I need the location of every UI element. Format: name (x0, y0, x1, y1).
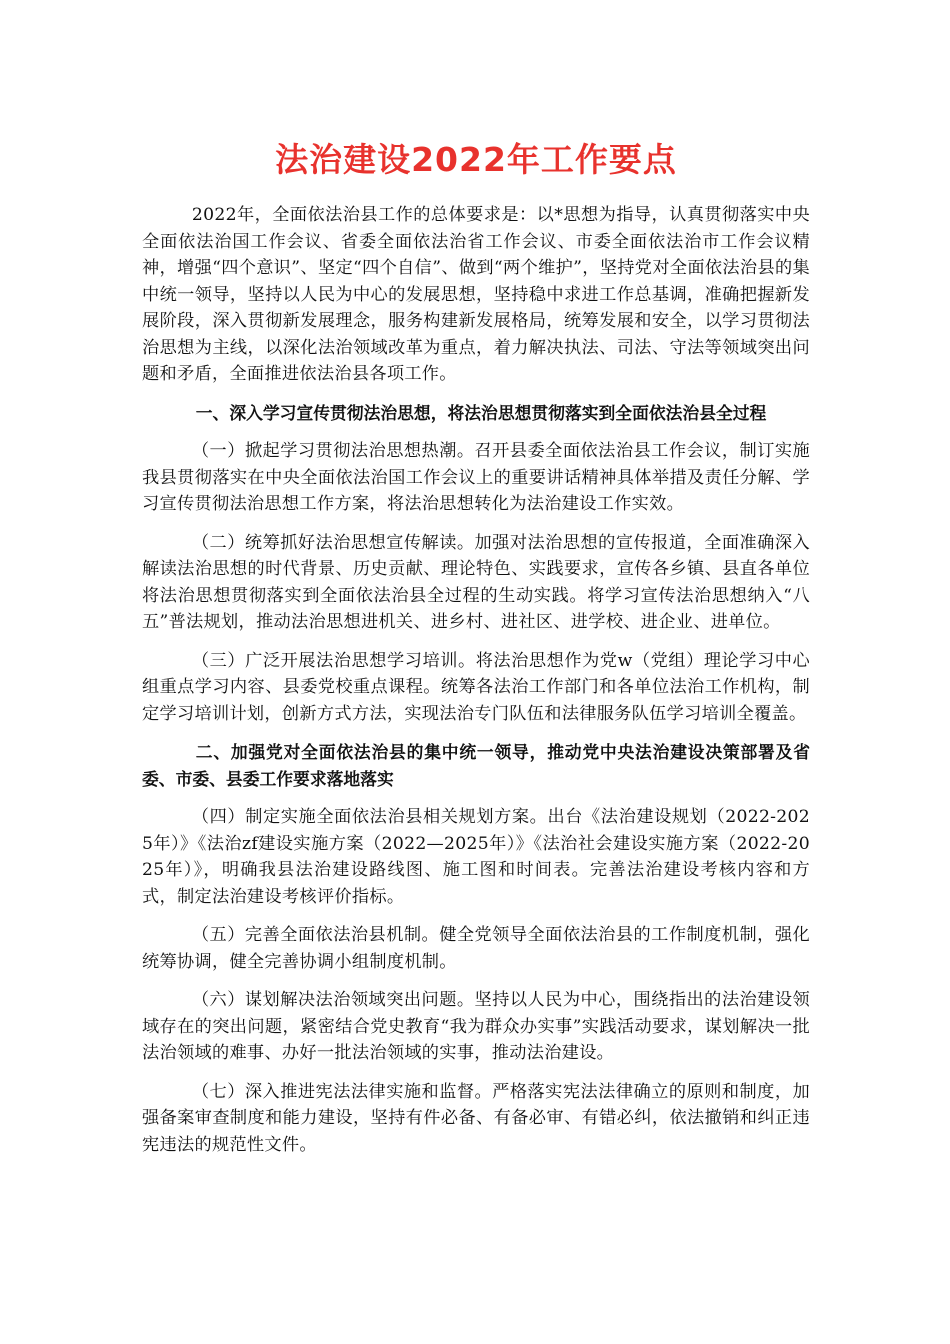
section-1-item-2: （二）统筹抓好法治思想宣传解读。加强对法治思想的宣传报道，全面准确深入解读法治思想的时代背景、历史贡献、理论特色、实践要求，宣传各乡镇、县直各单位将法治思想贯彻落实到全面依法治县全过程的生动实践。将学习宣传法治思想纳入“八五”普法规划，推动法治思想进机关、进乡村、进社区、进学校、进企业、进单位。 (142, 532, 810, 632)
section-1-item-3: （三）广泛开展法治思想学习培训。将法治思想作为党w（党组）理论学习中心组重点学习内容、县委党校重点课程。统筹各法治工作部门和各单位法治工作机构，制定学习培训计划，创新方式方法，实现法治专门队伍和法律服务队伍学习培训全覆盖。 (142, 650, 810, 724)
section-1-item-1: （一）掀起学习贯彻法治思想热潮。召开县委全面依法治县工作会议，制订实施我县贯彻落实在中央全面依法治国工作会议上的重要讲话精神具体举措及责任分解、学习宣传贯彻法治思想工作方案，将法治思想转化为法治建设工作实效。 (142, 441, 810, 514)
section-2-item-5: （五）完善全面依法治县机制。健全党领导全面依法治县的工作制度机制，强化统筹协调，健全完善协调小组制度机制。 (142, 925, 810, 972)
section-2-item-7: （七）深入推进宪法法律实施和监督。严格落实宪法法律确立的原则和制度，加强备案审查制度和能力建设，坚持有件必备、有备必审、有错必纠，依法撤销和纠正违宪违法的规范性文件。 (142, 1081, 810, 1155)
intro-paragraph: 2022年，全面依法治县工作的总体要求是：以*思想为指导，认真贯彻落实中央全面依法治国工作会议、省委全面依法治省工作会议、市委全面依法治市工作会议精神，增强“四个意识”、坚定“四个自信”、做到“两个维护”，坚持党对全面依法治县的集中统一领导，坚持以人民为中心的发展思想，坚持稳中求进工作总基调，准确把握新发展阶段，深入贯彻新发展理念，服务构建新发展格局，统筹发展和安全，以学习贯彻法治思想为主线，以深化法治领域改革为重点，着力解决执法、司法、守法等领域突出问题和矛盾，全面推进依法治县各项工作。 (142, 205, 810, 384)
section-2-item-6: （六）谋划解决法治领域突出问题。坚持以人民为中心，围绕指出的法治建设领域存在的突出问题，紧密结合党史教育“我为群众办实事”实践活动要求，谋划解决一批法治领域的难事、办好一批法治领域的实事，推动法治建设。 (142, 990, 810, 1063)
section-2-heading: 二、加强党对全面依法治县的集中统一领导，推动党中央法治建设决策部署及省委、市委、县委工作要求落地落实 (142, 742, 810, 789)
section-1-heading: 一、深入学习宣传贯彻法治思想，将法治思想贯彻落实到全面依法治县全过程 (195, 402, 767, 423)
document-title: 法治建设2022年工作要点 (275, 140, 677, 179)
section-2-item-4: （四）制定实施全面依法治县相关规划方案。出台《法治建设规划（2022-2025年）》《法治zf建设实施方案（2022—2025年）》《法治社会建设实施方案（2022-2025年）》，明确我县法治建设路线图、施工图和时间表。完善法治建设考核内容和方式，制定法治建设考核评价指标。 (142, 807, 810, 907)
